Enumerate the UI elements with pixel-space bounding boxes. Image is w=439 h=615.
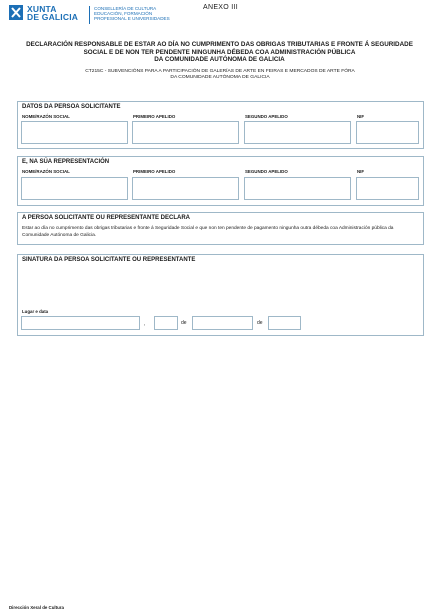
xunta-logo <box>9 5 194 27</box>
year-field[interactable] <box>268 316 301 330</box>
applicant-surname1-label: PRIMEIRO APELIDO <box>133 114 176 119</box>
title-line3: DA COMUNIDADE AUTÓNOMA DE GALICIA <box>154 56 285 64</box>
representative-nif-field[interactable] <box>356 177 419 200</box>
place-field[interactable] <box>21 316 140 330</box>
applicant-name-field[interactable] <box>21 121 128 144</box>
logo-dept-line1: CONSELLERÍA DE CULTURA <box>94 6 157 11</box>
signature-heading: SINATURA DA PERSOA SOLICITANTE OU REPRESENTANTE <box>22 257 196 263</box>
applicant-nif-label: NIF <box>357 114 365 119</box>
title-line1: DECLARACIÓN RESPONSABLE DE ESTAR AO DÍA NO CUMPRIMENTO DAS OBRIGAS TRIBUTARIAS E FRONTE Á SEGURIDADE <box>26 41 413 48</box>
representative-surname2-field[interactable] <box>244 177 351 200</box>
annex-label: ANEXO III <box>203 4 238 11</box>
document-title <box>22 41 417 64</box>
de-label-1: de <box>181 320 187 326</box>
representative-nif-label: NIF <box>357 169 365 174</box>
signature-section <box>17 254 424 336</box>
document-subtitle <box>40 69 400 81</box>
representative-surname2-label: SEGUNDO APELIDO <box>245 169 288 174</box>
applicant-nif-field[interactable] <box>356 121 419 144</box>
logo-name <box>27 5 78 21</box>
declaration-section <box>17 212 424 245</box>
logo-department <box>94 6 170 22</box>
logo-name-line1: XUNTA <box>27 4 57 14</box>
logo-dept-line3: PROFESIONAL E UNIVERSIDADES <box>94 16 170 22</box>
logo-name-line2: DE GALICIA <box>27 12 79 22</box>
applicant-surname2-field[interactable] <box>244 121 351 144</box>
representative-surname1-label: PRIMEIRO APELIDO <box>133 169 176 174</box>
day-field[interactable] <box>154 316 178 330</box>
footer-text: Dirección Xeral de Cultura <box>9 605 64 610</box>
applicant-section <box>17 101 424 149</box>
subtitle-line2: DA COMUNIDADE AUTÓNOMA DE GALICIA <box>170 75 270 81</box>
representative-name-field[interactable] <box>21 177 128 200</box>
representative-section <box>17 156 424 206</box>
place-date-label: Lugar e data <box>22 309 49 314</box>
month-field[interactable] <box>192 316 253 330</box>
de-label-2: de <box>257 320 263 326</box>
representative-name-label: NOME/RAZÓN SOCIAL <box>22 169 70 174</box>
subtitle-line1: CT215C - SUBVENCIÓNS PARA A PARTICIPACIÓN DE GALERÍAS DE ARTE EN FEIRAS E MERCADOS DE ARTE FÓRA <box>85 69 355 74</box>
logo-dept-line2: EDUCACIÓN, FORMACIÓN <box>94 11 153 17</box>
representative-surname1-field[interactable] <box>132 177 239 200</box>
applicant-name-label: NOME/RAZÓN SOCIAL <box>22 114 70 119</box>
declaration-text: Estar ao día no cumprimento das obrigas tributarias e fronte á Seguridade Social e que non ten pendente de pagamento ningunha outra débeda coa Administración pública da Comunidade Autónoma de Galicia. <box>22 226 394 238</box>
logo-divider <box>89 6 90 24</box>
place-comma: , <box>144 321 146 327</box>
title-line2: SOCIAL E DE NON TER PENDENTE NINGUNHA DÉBEDA COA ADMINISTRACIÓN PÚBLICA <box>83 48 356 56</box>
declaration-heading: A PERSOA SOLICITANTE OU REPRESENTANTE DECLARA <box>22 215 191 221</box>
xunta-cross-icon <box>9 5 23 20</box>
applicant-surname2-label: SEGUNDO APELIDO <box>245 114 288 119</box>
applicant-surname1-field[interactable] <box>132 121 239 144</box>
representative-heading: E, NA SÚA REPRESENTACIÓN <box>22 159 110 165</box>
applicant-heading: DATOS DA PERSOA SOLICITANTE <box>22 104 121 110</box>
